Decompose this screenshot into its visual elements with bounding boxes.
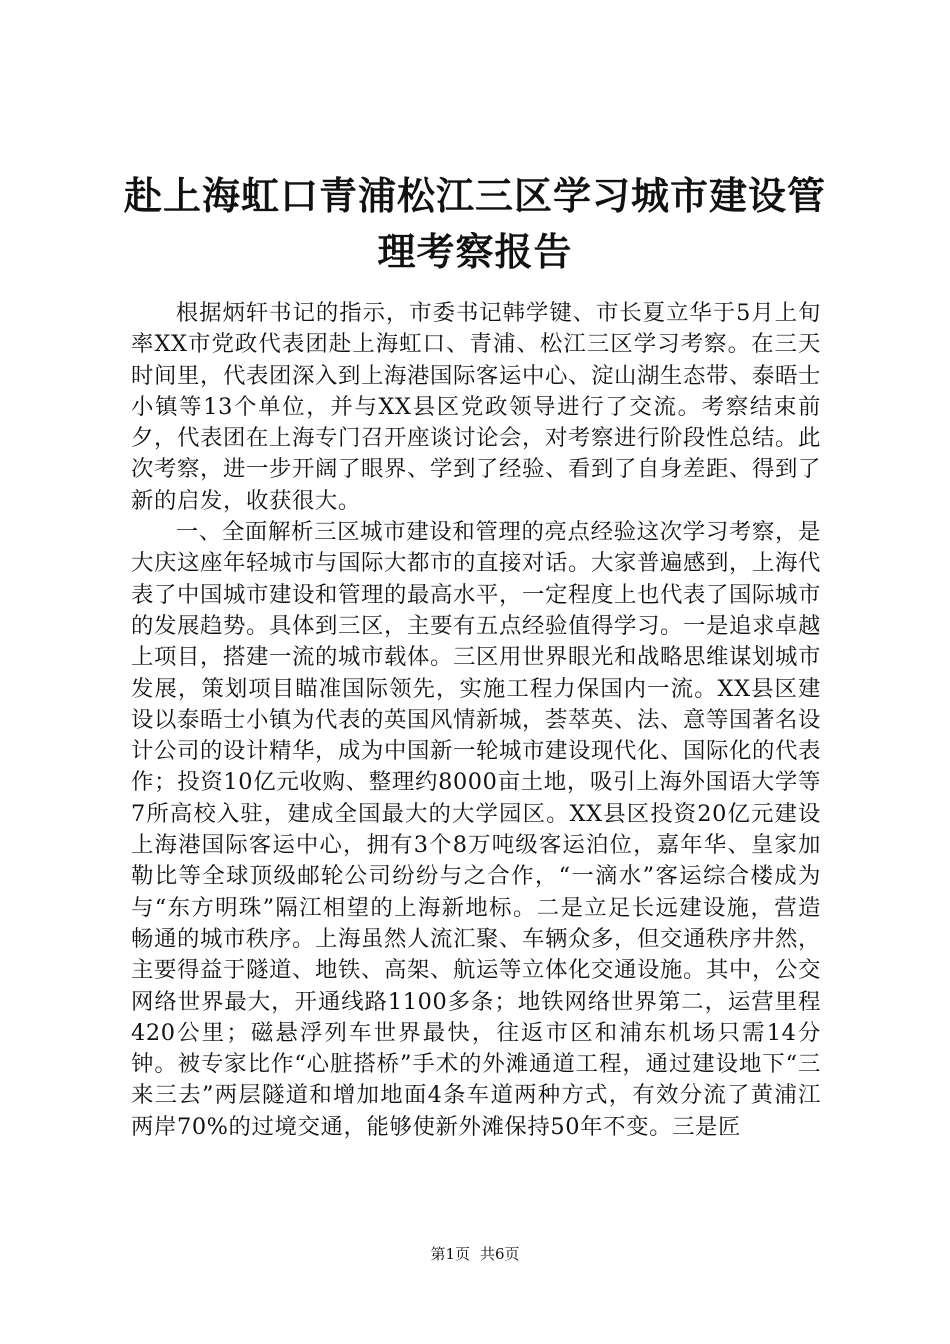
- paragraph-section-one: 一、全面解析三区城市建设和管理的亮点经验这次学习考察，是大庆这座年轻城市与国际大都市的直接对话。大家普遍感到，上海代表了中国城市建设和管理的最高水平，一定程度上也代表了国际城市的发展趋势。具体到三区，主要有五点经验值得学习。一是追求卓越上项目，搭建一流的城市载体。三区用世界眼光和战略思维谋划城市发展，策划项目瞄准国际领先，实施工程力保国内一流。XX县区建设以泰晤士小镇为代表的英国风情新城，荟萃英、法、意等国著名设计公司的设计精华，成为中国新一轮城市建设现代化、国际化的代表作；投资10亿元收购、整理约8000亩土地，吸引上海外国语大学等7所高校入驻，建成全国最大的大学园区。XX县区投资20亿元建设上海港国际客运中心，拥有3个8万吨级客运泊位，嘉年华、皇家加勒比等全球顶级邮轮公司纷纷与之合作，“一滴水”客运综合楼成为与“东方明珠”隔江相望的上海新地标。二是立足长远建设施，营造畅通的城市秩序。上海虽然人流汇聚、车辆众多，但交通秩序井然，主要得益于隧道、地铁、高架、航运等立体化交通设施。其中，公交网络世界最大，开通线路1100多条；地铁网络世界第二，运营里程420公里；磁悬浮列车世界最快，往返市区和浦东机场只需14分钟。被专家比作“心脏搭桥”手术的外滩通道工程，通过建设地下“三来三去”两层隧道和增加地面4条车道两种方式，有效分流了黄浦江两岸70%的过境交通，能够使新外滩保持50年不变。三是匠: [131, 519, 821, 1140]
- paragraph-intro: 根据炳轩书记的指示，市委书记韩学键、市长夏立华于5月上旬率XX市党政代表团赴上海虹口、青浦、松江三区学习考察。在三天时间里，代表团深入到上海港国际客运中心、淀山湖生态带、泰晤士小镇等13个单位，并与XX县区党政领导进行了交流。考察结束前夕，代表团在上海专门召开座谈讨论会，对考察进行阶段性总结。此次考察，进一步开阔了眼界、学到了经验、看到了自身差距、得到了新的启发，收获很大。: [131, 300, 821, 514]
- page-footer: [0, 1244, 950, 1264]
- page-number: 第1页: [430, 1245, 470, 1263]
- page-total: 共6页: [480, 1245, 520, 1263]
- document-body: [131, 298, 821, 1143]
- document-title: 赴上海虹口青浦松江三区学习城市建设管理考察报告: [123, 174, 826, 274]
